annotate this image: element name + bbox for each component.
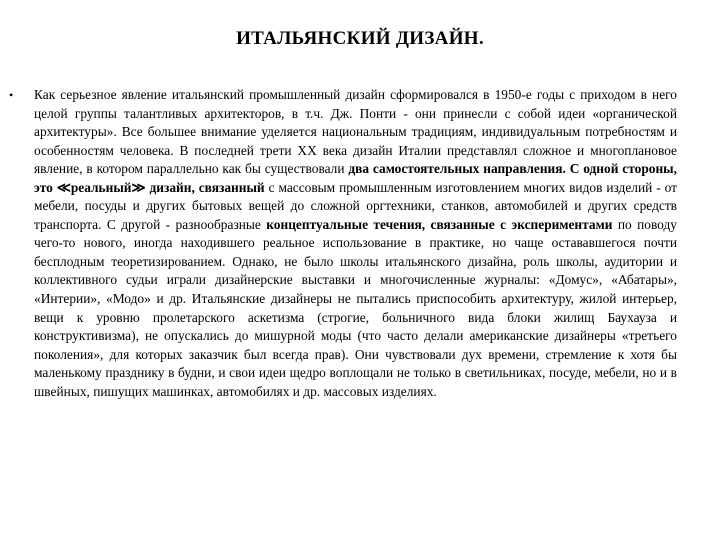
paragraph-segment: по поводу чего-то нового, иногда находившего реальное использование в практике, но чаще остававшегося почти бесплодным теоретизированием. Однако, не было школы итальянского дизайна, роль школы, аудитории и коллективного судьи играли дизайнерские выставки и многочисленные журналы: «Домус», «Абатары», «Интерии», «Модо» и др. Итальянские дизайнеры не пытались приспособить архитектуру, жилой интерьер, вещи к уровню пролетарского аскетизма (строгие, больничного вида блоки жилищ Баухауза и конструктивизма), не опускались до мишурной моды (что часто делали американские дизайнеры «третьего поколения», для которых заказчик был всегда прав). Они чувствовали дух времени, стремление к хотя бы маленькому празднику в будни, и свои идеи щедро воплощали не только в светильниках, посуде, мебели, но и в швейных, пишущих машинках, автомобилях и др. массовых изделиях. xyxy=(34,216,678,399)
paragraph-segment: Как серьезное явление итальянский промышленный дизайн сформировался в 1950-е годы с приходом в него целой группы талантливых архитекторов, в т.ч. Дж. Понти - они принесли с собой идеи «органической архитектуры». Все большее внимание уделяется национальным традициям, индивидуальным потребностям и особенностям человека. В последней трети XX века дизайн Италии представлял сложное и многоплановое явление, в котором параллельно как бы существовали xyxy=(34,87,677,177)
body-paragraph xyxy=(34,86,677,401)
paragraph-segment-bold: два самостоятельных направления. С одной стороны, это ≪реальный≫ дизайн, связанный xyxy=(34,161,677,195)
bullet-marker: • xyxy=(9,88,14,102)
paragraph-segment-bold: концептуальные течения, связанные с экспериментами xyxy=(266,216,613,232)
slide-title: ИТАЛЬЯНСКИЙ ДИЗАЙН. xyxy=(236,28,484,49)
paragraph-segment: с массовым промышленным изготовлением многих видов изделий - от мебели, посуды и других бытовых вещей до сложной оргтехники, станков, автомобилей и других средств транспорта. С другой - разнообразные xyxy=(34,179,677,232)
